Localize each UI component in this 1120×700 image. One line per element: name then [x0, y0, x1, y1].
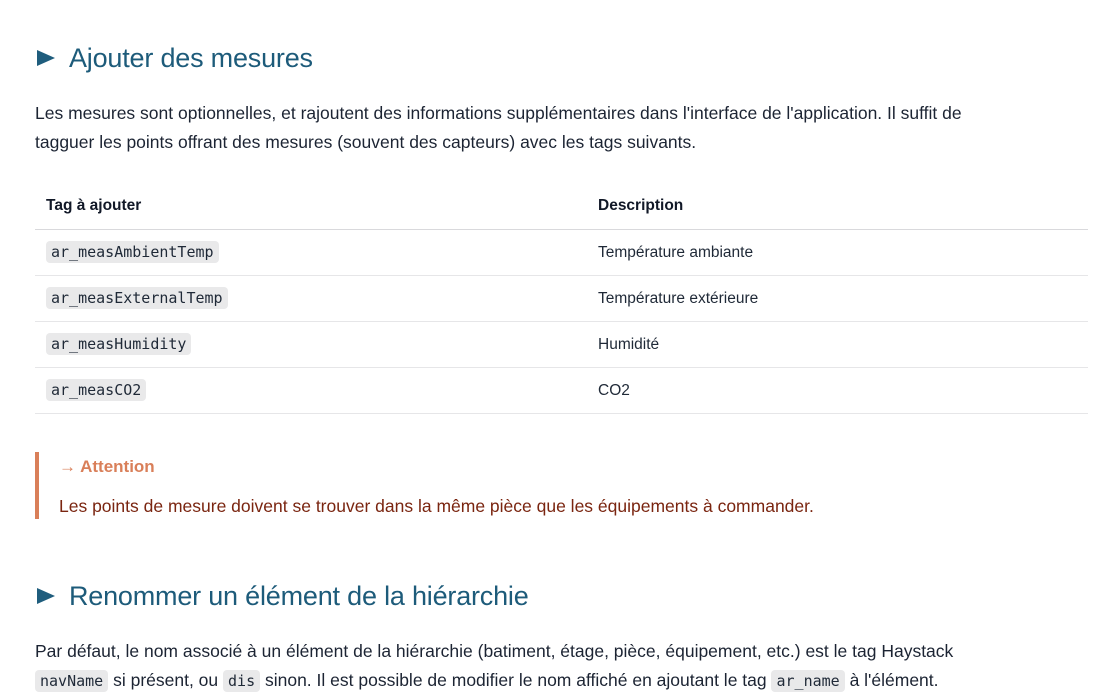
triangle-right-icon — [37, 50, 55, 66]
code-ar-name: ar_name — [771, 670, 844, 692]
tag-description: Température extérieure — [587, 276, 1088, 322]
heading-text: Renommer un élément de la hiérarchie — [69, 580, 529, 611]
rename-line-2 — [35, 666, 1095, 696]
column-header-tag: Tag à ajouter — [35, 183, 587, 230]
section-heading-renommer — [35, 578, 529, 614]
callout-title: → Attention — [59, 457, 155, 476]
table-row — [35, 276, 1088, 322]
rename-paragraph — [35, 637, 1095, 696]
text-segment: à l'élément. — [844, 670, 939, 690]
attention-callout — [35, 452, 1088, 519]
text-segment: si présent, ou — [108, 670, 224, 690]
tag-description: Humidité — [587, 322, 1088, 368]
tag-code: ar_measExternalTemp — [46, 287, 228, 309]
tags-table — [35, 183, 1088, 414]
tag-code: ar_measHumidity — [46, 333, 191, 355]
heading-text: Ajouter des mesures — [69, 42, 313, 73]
code-dis: dis — [223, 670, 260, 692]
tag-description: CO2 — [587, 368, 1088, 414]
rename-line-1: Par défaut, le nom associé à un élément de la hiérarchie (batiment, étage, pièce, équipement, etc.) est le tag Haystack — [35, 641, 954, 661]
table-row — [35, 368, 1088, 414]
tag-code: ar_measAmbientTemp — [46, 241, 219, 263]
intro-line-1: Les mesures sont optionnelles, et rajoutent des informations supplémentaires dans l'interface de l'application. Il suffit de — [35, 103, 962, 123]
text-segment: sinon. Il est possible de modifier le nom affiché en ajoutant le tag — [260, 670, 772, 690]
table-header-row — [35, 183, 1088, 230]
triangle-right-icon — [37, 588, 55, 604]
section-heading-ajouter-mesures — [35, 40, 313, 76]
code-navname: navName — [35, 670, 108, 692]
table-row — [35, 230, 1088, 276]
table-row — [35, 322, 1088, 368]
column-header-description: Description — [587, 183, 1088, 230]
tag-description: Température ambiante — [587, 230, 1088, 276]
tag-code: ar_measCO2 — [46, 379, 146, 401]
callout-body: Les points de mesure doivent se trouver dans la même pièce que les équipements à commander. — [59, 496, 814, 516]
intro-line-2: tagguer les points offrant des mesures (souvent des capteurs) avec les tags suivants. — [35, 132, 697, 152]
intro-paragraph — [35, 99, 1095, 157]
